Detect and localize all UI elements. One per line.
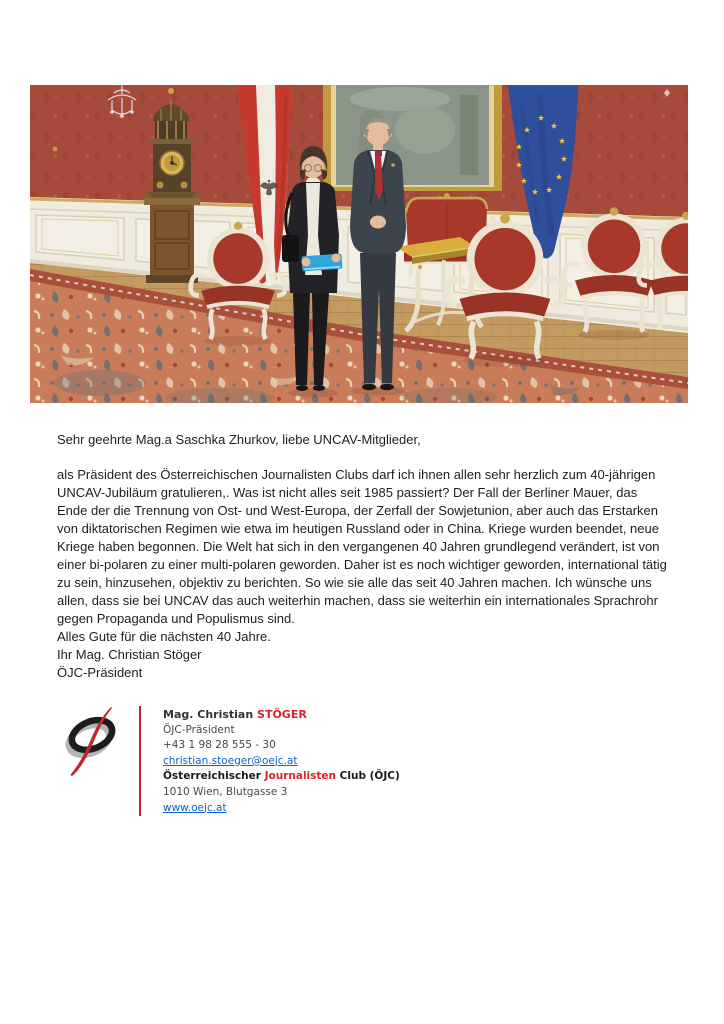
- signature-address: 1010 Wien, Blutgasse 3: [163, 785, 288, 798]
- signature-name: Mag. Christian STÖGER: [163, 708, 307, 721]
- framed-painting: [323, 85, 502, 191]
- oejc-logo: [60, 704, 124, 782]
- signature-phone: +43 1 98 28 555 - 30: [163, 739, 276, 752]
- letter-closing-signoff: Ihr Mag. Christian Stöger: [57, 647, 202, 662]
- letter-greeting: Sehr geehrte Mag.a Saschka Zhurkov, liebe UNCAV-Mitglieder,: [57, 432, 421, 447]
- signature-website-link[interactable]: www.oejc.at: [163, 801, 227, 814]
- letter-closing-wish: Alles Gute für die nächsten 40 Jahre.: [57, 629, 271, 644]
- signature-title: ÖJC-Präsident: [163, 723, 235, 736]
- signature-email-link[interactable]: christian.stoeger@oejc.at: [163, 754, 298, 767]
- signature-divider: [139, 706, 141, 816]
- signature-name-highlight: STÖGER: [257, 708, 307, 721]
- letter-closing-role: ÖJC-Präsident: [57, 665, 143, 680]
- signature-org-highlight: Journalisten: [264, 770, 337, 783]
- letter-text: [57, 431, 671, 682]
- letter-body: als Präsident des Österreichischen Journalisten Clubs darf ich ihnen allen sehr herzlich zum 40-jährigen UNCAV-Jubiläum gratulieren,. Was ist nicht alles seit 1985 passiert? Der Fall der Berliner Mauer, das Ende der die Trennung von Ost- und West-Europa, der Zerfall der Sowjetunion, aber auch das Erstarken von diktatorischen Regimen wie etwa im heutigen Russland oder in China. Kriege wurden beendet, neue Kriege haben begonnen. Die Welt hat sich in den vergangenen 40 Jahren grundlegend verändert, ist von einer bi-polaren zu einer multi-polaren geworden. Daher ist es noch wichtiger geworden, international tätig zu sein, hinzusehen, objektiv zu berichten. So wie sie alle das seit 40 Jahren machen. Ich wünsche uns allen, dass sie bei UNCAV das auch weiterhin machen, dass sie weiterhin ein internationales Sprachrohr gegen Propaganda und Populismus sind.: [57, 467, 667, 626]
- signature-block: [163, 707, 400, 816]
- signature-org: Österreichischer Journalisten Club (ÖJC): [163, 770, 400, 783]
- photo-scene: [30, 85, 688, 403]
- reception-room-photo: [30, 85, 688, 403]
